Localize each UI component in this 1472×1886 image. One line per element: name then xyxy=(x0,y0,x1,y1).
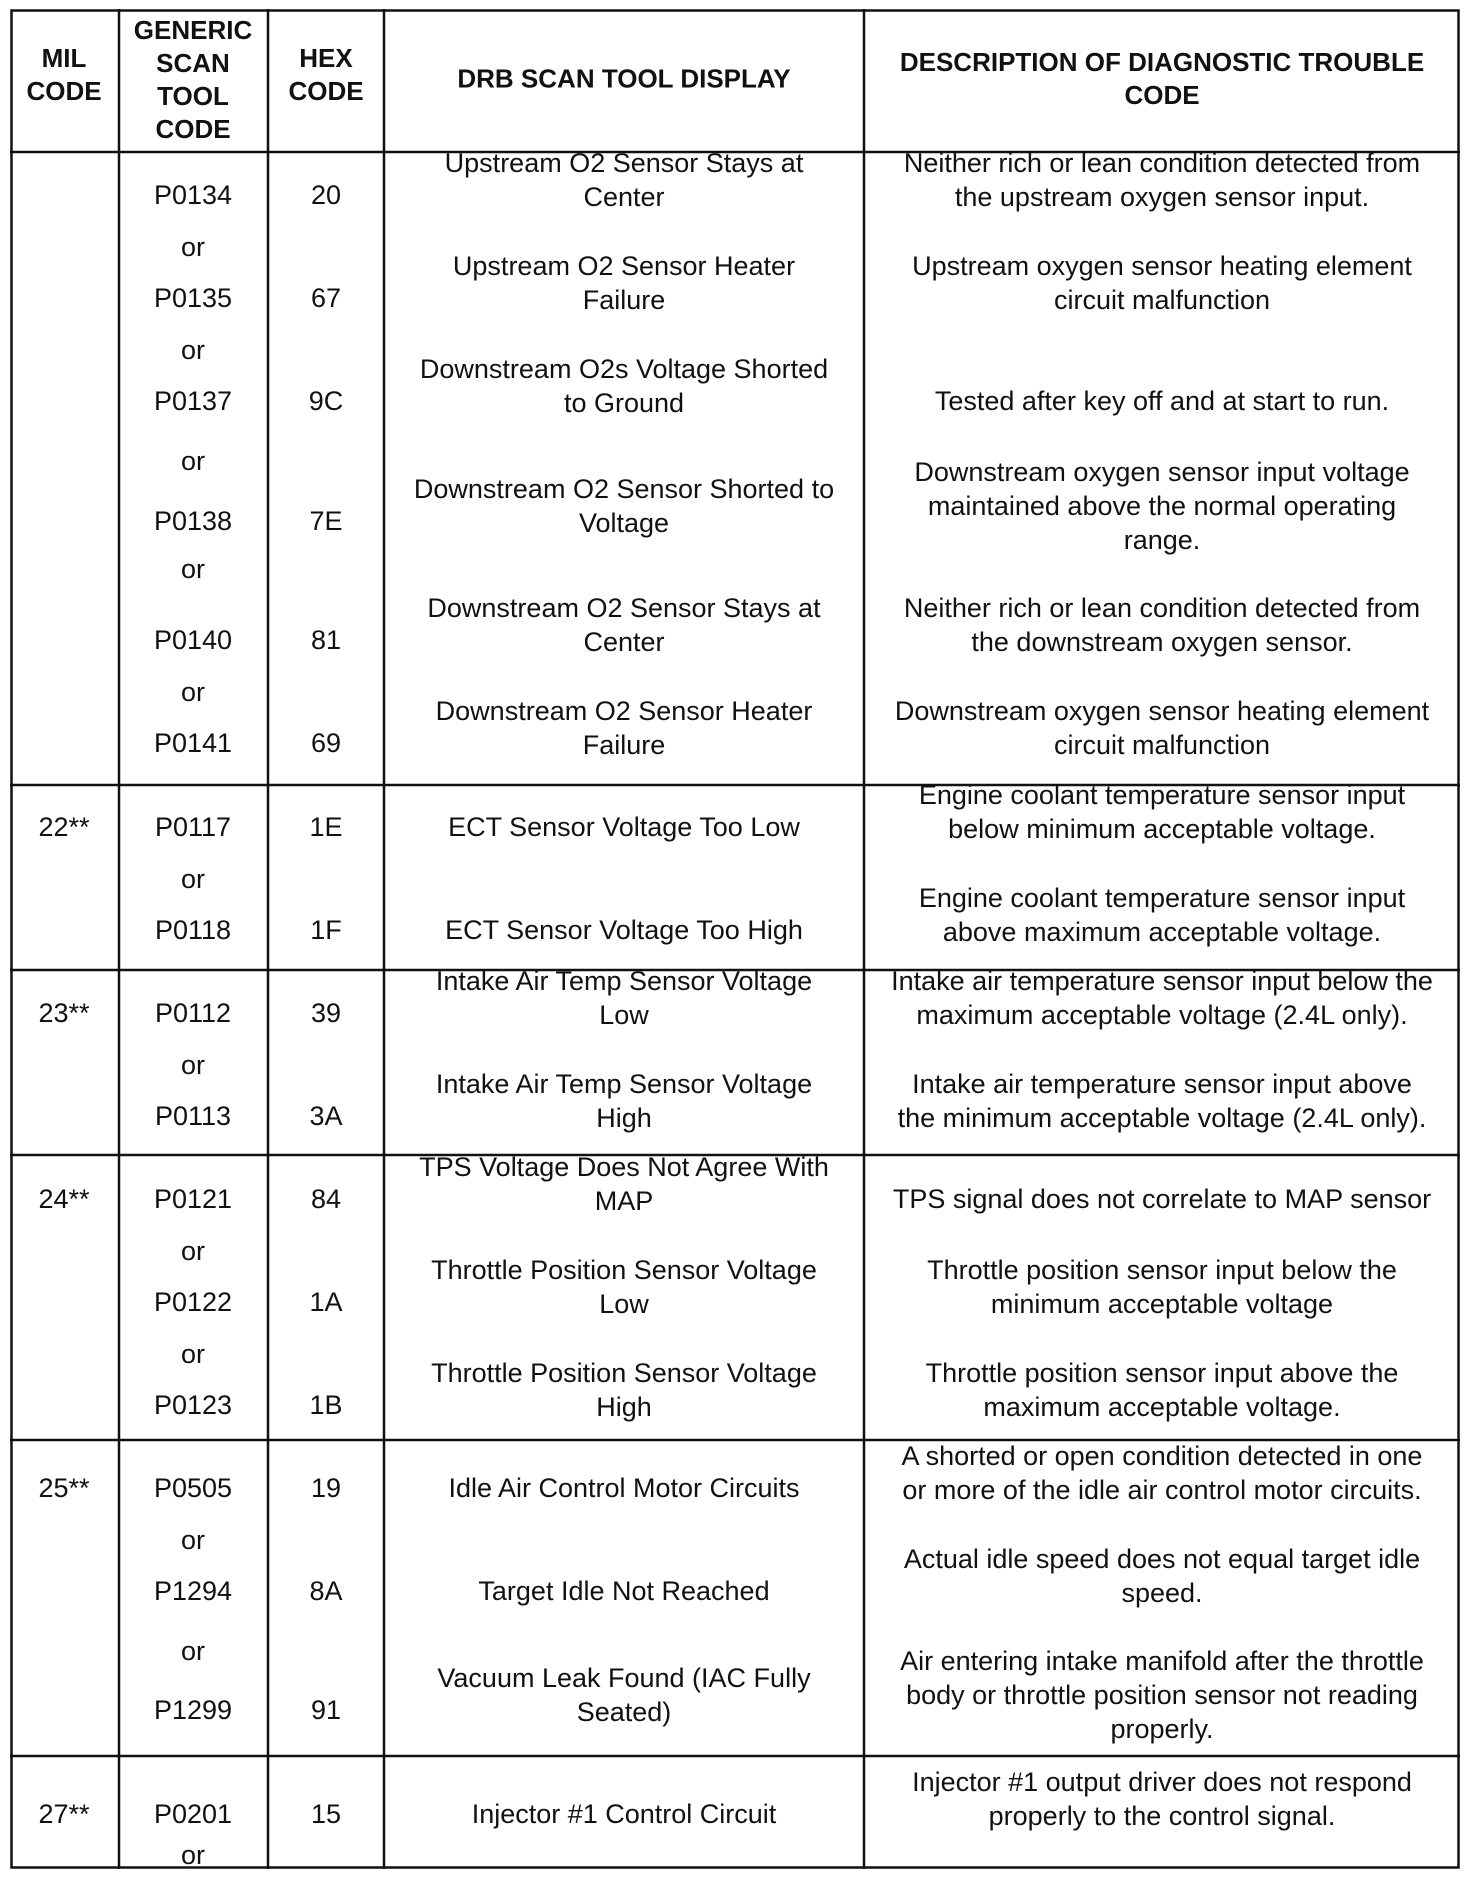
hex-code: 81 xyxy=(310,625,342,655)
hex-code: 3A xyxy=(309,1101,343,1131)
header-description: DESCRIPTION OF DIAGNOSTIC TROUBLE CODE xyxy=(899,47,1425,110)
dtc-description: Throttle position sensor input above the maximum acceptable voltage. xyxy=(925,1358,1399,1422)
hex-code: 1A xyxy=(309,1287,343,1317)
drb-display: ECT Sensor Voltage Too Low xyxy=(448,812,800,842)
or-separator: or xyxy=(180,231,205,262)
generic-scan-code: P0135 xyxy=(153,283,233,313)
drb-display: ECT Sensor Voltage Too High xyxy=(445,915,803,945)
dtc-description: Intake air temperature sensor input above the minimum acceptable voltage (2.4L only). xyxy=(897,1069,1427,1133)
hex-code: 8A xyxy=(309,1576,343,1606)
mil-code: 25** xyxy=(38,1473,90,1503)
or-separator: or xyxy=(180,1049,205,1080)
drb-display: Throttle Position Sensor Voltage Low xyxy=(431,1255,817,1319)
generic-scan-code: P0201 xyxy=(153,1799,233,1829)
generic-scan-code: P0138 xyxy=(153,506,233,536)
generic-scan-code: P0141 xyxy=(153,728,233,758)
dtc-description: Engine coolant temperature sensor input above maximum acceptable voltage. xyxy=(918,883,1406,947)
drb-display: Vacuum Leak Found (IAC Fully Seated) xyxy=(437,1663,811,1727)
dtc-description: Air entering intake manifold after the throttle body or throttle position sensor not reading properly. xyxy=(900,1646,1424,1744)
dtc-description: Tested after key off and at start to run. xyxy=(934,386,1390,416)
drb-display: Intake Air Temp Sensor Voltage Low xyxy=(435,966,813,1030)
hex-code: 9C xyxy=(308,386,344,416)
or-separator: or xyxy=(180,1635,205,1666)
or-separator: or xyxy=(180,334,205,365)
mil-code: 27** xyxy=(38,1799,90,1829)
hex-code: 7E xyxy=(309,506,343,536)
header-drb-scan-tool-display: DRB SCAN TOOL DISPLAY xyxy=(457,63,791,94)
drb-display: Downstream O2 Sensor Stays at Center xyxy=(427,593,821,657)
or-separator: or xyxy=(180,1338,205,1369)
hex-code: 67 xyxy=(310,283,342,313)
or-separator: or xyxy=(180,446,205,476)
drb-display: Throttle Position Sensor Voltage High xyxy=(431,1358,817,1422)
hex-code: 19 xyxy=(310,1473,342,1503)
or-separator: or xyxy=(180,553,205,584)
dtc-description: Neither rich or lean condition detected from the upstream oxygen sensor input. xyxy=(903,148,1421,212)
dtc-description: Injector #1 output driver does not respond properly to the control signal. xyxy=(912,1767,1412,1831)
generic-scan-code: P0117 xyxy=(154,812,232,842)
generic-scan-code: P0123 xyxy=(153,1390,233,1420)
or-separator: or xyxy=(180,676,205,707)
generic-scan-code: P0140 xyxy=(153,625,233,655)
dtc-description: A shorted or open condition detected in one or more of the idle air control motor circuits. xyxy=(901,1441,1423,1505)
mil-code: 23** xyxy=(38,998,90,1028)
hex-code: 20 xyxy=(310,180,342,210)
generic-scan-code: P1299 xyxy=(153,1695,233,1725)
dtc-description: TPS signal does not correlate to MAP sensor xyxy=(892,1184,1432,1214)
header-generic-scan-tool-code: GENERIC SCAN TOOL CODE xyxy=(133,15,253,144)
mil-code: 24** xyxy=(38,1184,90,1214)
header-hex-code: HEX CODE xyxy=(288,43,364,106)
mil-code: 22** xyxy=(38,812,90,842)
drb-display: Upstream O2 Sensor Stays at Center xyxy=(444,148,804,212)
or-separator: or xyxy=(180,1235,205,1266)
drb-display: Target Idle Not Reached xyxy=(478,1576,770,1606)
hex-code: 39 xyxy=(310,998,342,1028)
generic-scan-code: P0137 xyxy=(153,386,233,416)
or-separator: or xyxy=(180,1524,205,1555)
hex-code: 1B xyxy=(309,1390,343,1420)
dtc-description: Intake air temperature sensor input below the maximum acceptable voltage (2.4L only). xyxy=(891,966,1433,1030)
dtc-description: Engine coolant temperature sensor input below minimum acceptable voltage. xyxy=(918,780,1406,844)
generic-scan-code: P0122 xyxy=(153,1287,233,1317)
generic-scan-code: P0134 xyxy=(153,180,233,210)
or-separator: or xyxy=(180,863,205,894)
generic-scan-code: P0121 xyxy=(153,1184,233,1214)
dtc-description: Downstream oxygen sensor input voltage maintained above the normal operating range. xyxy=(914,457,1410,555)
drb-display: Intake Air Temp Sensor Voltage High xyxy=(435,1069,813,1133)
hex-code: 1F xyxy=(310,915,342,945)
generic-scan-code: P0112 xyxy=(154,998,232,1028)
dtc-table xyxy=(10,9,1460,1869)
dtc-description: Throttle position sensor input below the minimum acceptable voltage xyxy=(927,1255,1397,1319)
hex-code: 69 xyxy=(310,728,342,758)
drb-display: Upstream O2 Sensor Heater Failure xyxy=(452,251,796,315)
hex-code: 1E xyxy=(309,812,343,842)
dtc-description: Neither rich or lean condition detected from the downstream oxygen sensor. xyxy=(903,593,1421,657)
drb-display: TPS Voltage Does Not Agree With MAP xyxy=(419,1152,829,1216)
generic-scan-code: P0505 xyxy=(153,1473,233,1503)
generic-scan-code: P0118 xyxy=(154,915,232,945)
hex-code: 15 xyxy=(310,1799,342,1829)
dtc-description: Upstream oxygen sensor heating element circuit malfunction xyxy=(912,251,1412,315)
generic-scan-code: P1294 xyxy=(153,1576,233,1606)
or-separator: or xyxy=(180,1840,205,1870)
hex-code: 84 xyxy=(310,1184,342,1214)
dtc-description: Downstream oxygen sensor heating element circuit malfunction xyxy=(894,696,1430,760)
hex-code: 91 xyxy=(310,1695,342,1725)
generic-scan-code: P0113 xyxy=(154,1101,232,1131)
drb-display: Idle Air Control Motor Circuits xyxy=(448,1473,800,1503)
drb-display: Downstream O2 Sensor Shorted to Voltage xyxy=(413,474,835,538)
dtc-description: Actual idle speed does not equal target idle speed. xyxy=(903,1544,1421,1608)
header-mil-code: MIL CODE xyxy=(26,43,102,106)
drb-display: Injector #1 Control Circuit xyxy=(471,1799,777,1829)
drb-display: Downstream O2 Sensor Heater Failure xyxy=(435,696,813,760)
drb-display: Downstream O2s Voltage Shorted to Ground xyxy=(419,354,829,418)
